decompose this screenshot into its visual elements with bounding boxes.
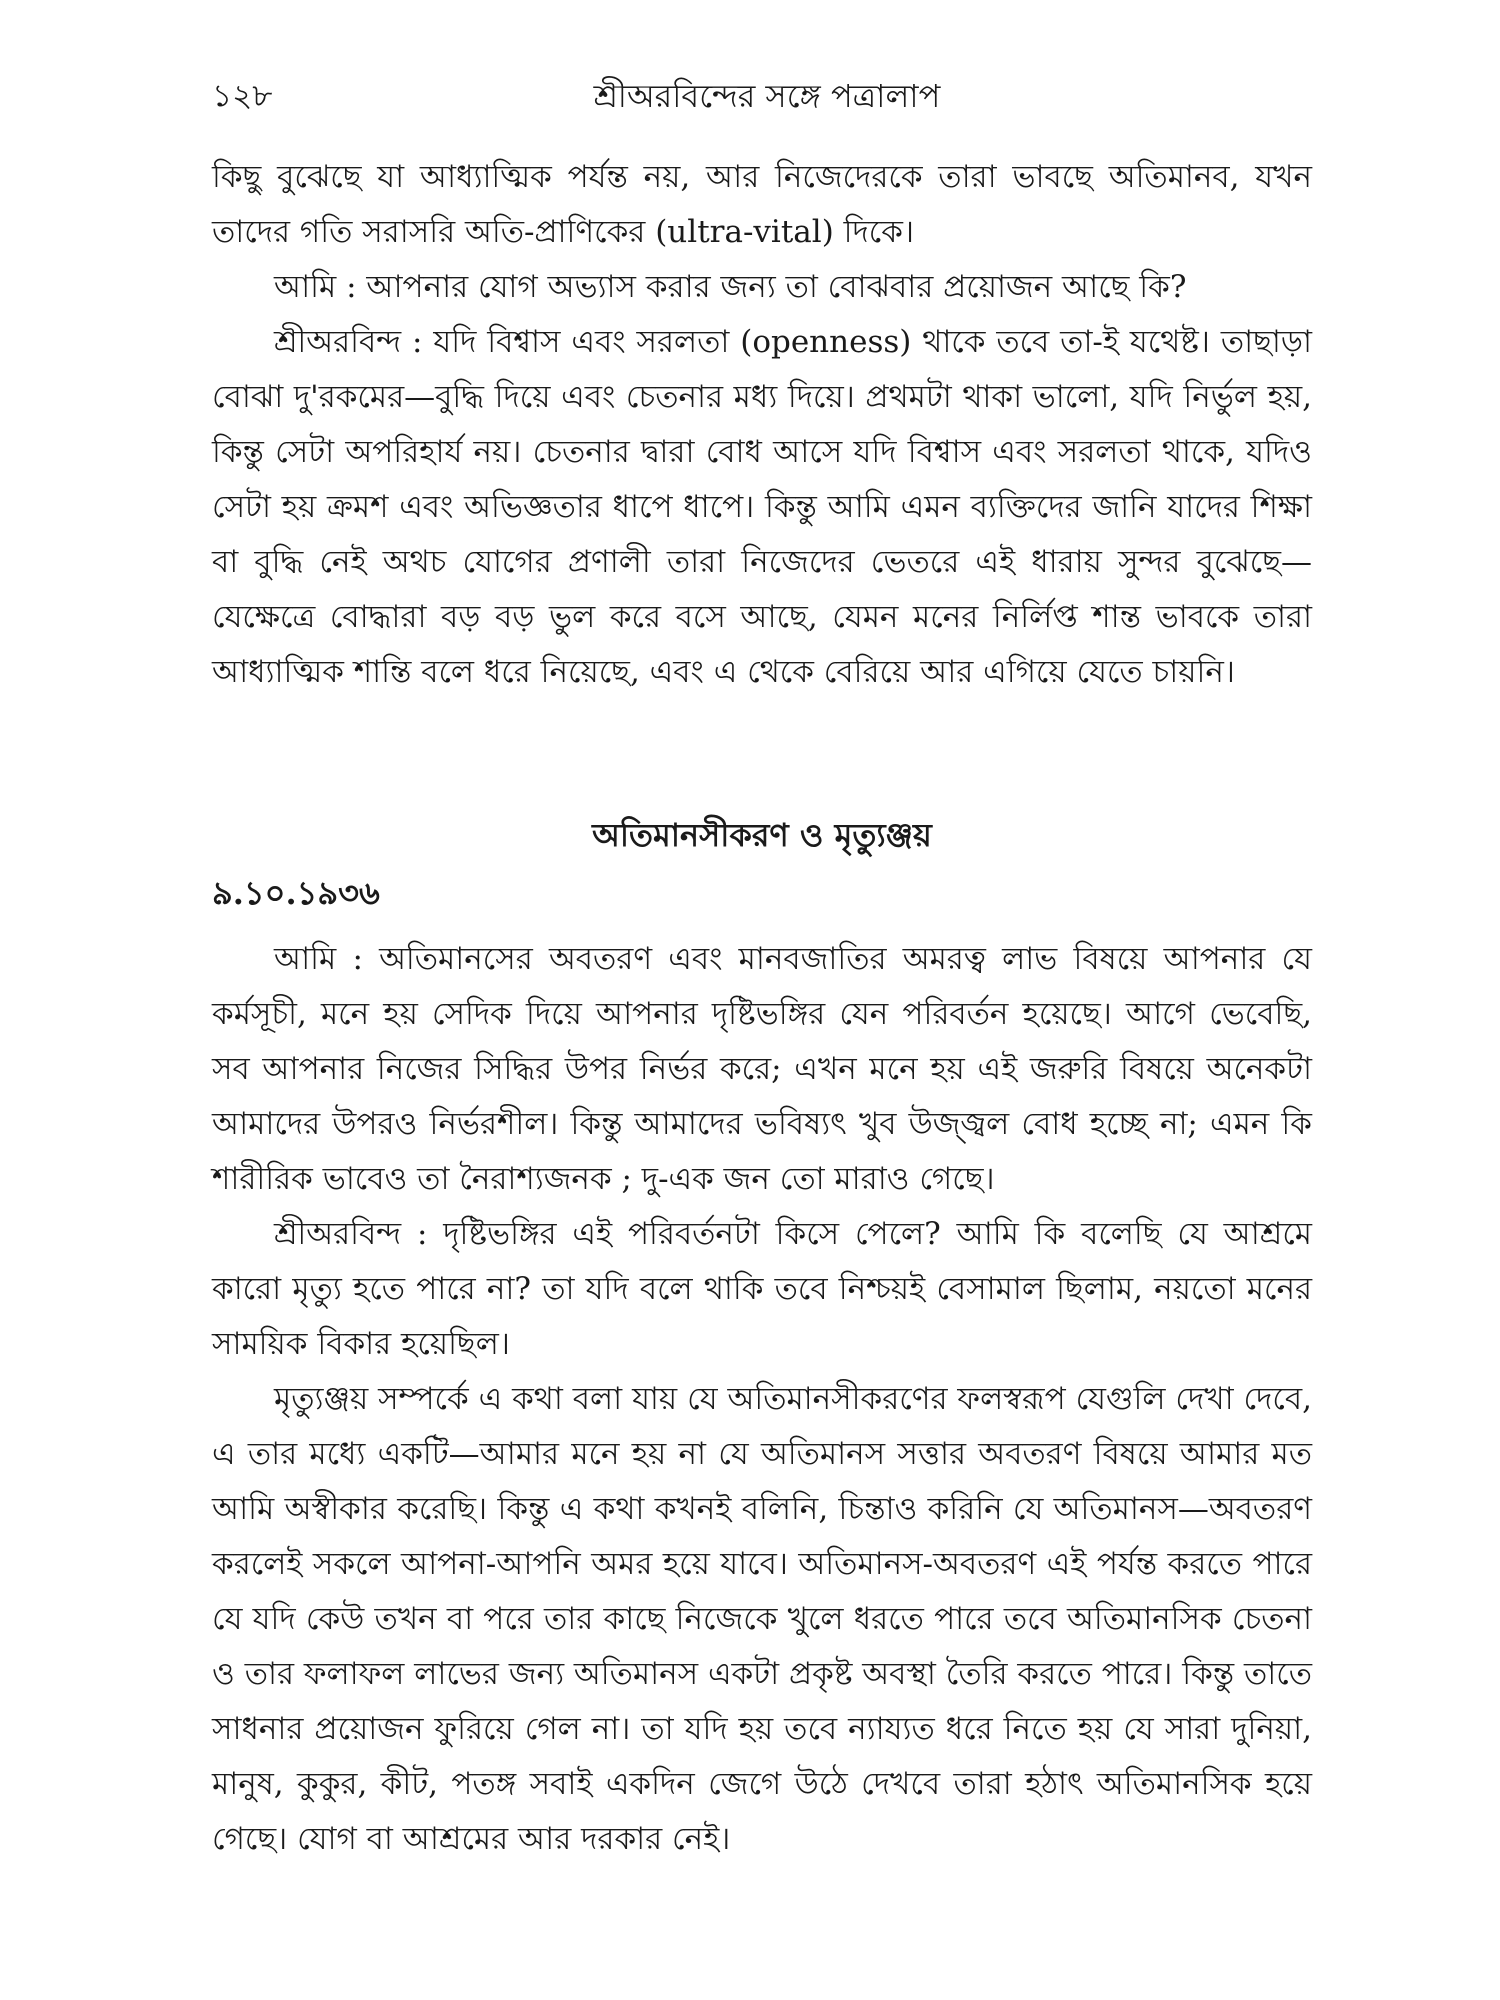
text-block-top <box>212 150 1312 700</box>
section-heading: অতিমানসীকরণ ও মৃত্যুঞ্জয় <box>592 816 932 854</box>
text-block-bottom <box>212 932 1312 1867</box>
paragraph: আমি : আপনার যোগ অভ্যাস করার জন্য তা বোঝবার প্রয়োজন আছে কি? <box>274 269 1187 305</box>
section-date: ৯.১০.১৯৩৬ <box>212 874 380 912</box>
paragraph: কিছু বুঝেছে যা আধ্যাত্মিক পর্যন্ত নয়, আর নিজেদেরকে তারা ভাবছে অতিমানব, যখন তাদের গতি সরাসরি অতি-প্রাণিকের (ultra-vital) দিকে। <box>212 159 1312 250</box>
paragraph: আমি : অতিমানসের অবতরণ এবং মানবজাতির অমরত্ব লাভ বিষয়ে আপনার যে কর্মসূচী, মনে হয় সেদিক দিয়ে আপনার দৃষ্টিভঙ্গির যেন পরিবর্তন হয়েছে। আগে ভেবেছি, সব আপনার নিজের সিদ্ধির উপর নির্ভর করে; এখন মনে হয় এই জরুরি বিষয়ে অনেকটা আমাদের উপরও নির্ভরশীল। কিন্তু আমাদের ভবিষ্যৎ খুব উজ্জ্বল বোধ হচ্ছে না; এমন কি শারীরিক ভাবেও তা নৈরাশ্যজনক ; দু-এক জন তো মারাও গেছে। <box>212 941 1312 1197</box>
running-title: শ্রীঅরবিন্দের সঙ্গে পত্রালাপ <box>593 77 941 115</box>
paragraph: শ্রীঅরবিন্দ : দৃষ্টিভঙ্গির এই পরিবর্তনটা কিসে পেলে? আমি কি বলেছি যে আশ্রমে কারো মৃত্যু হতে পারে না? তা যদি বলে থাকি তবে নিশ্চয়ই বেসামাল ছিলাম, নয়তো মনের সাময়িক বিকার হয়েছিল। <box>212 1216 1312 1362</box>
page-number: ১২৮ <box>212 78 273 114</box>
paragraph: মৃত্যুঞ্জয় সম্পর্কে এ কথা বলা যায় যে অতিমানসীকরণের ফলস্বরূপ যেগুলি দেখা দেবে, এ তার মধ্যে একটি—আমার মনে হয় না যে অতিমানস সত্তার অবতরণ বিষয়ে আমার মত আমি অস্বীকার করেছি। কিন্তু এ কথা কখনই বলিনি, চিন্তাও করিনি যে অতিমানস—অবতরণ করলেই সকলে আপনা-আপনি অমর হয়ে যাবে। অতিমানস-অবতরণ এই পর্যন্ত করতে পারে যে যদি কেউ তখন বা পরে তার কাছে নিজেকে খুলে ধরতে পারে তবে অতিমানসিক চেতনা ও তার ফলাফল লাভের জন্য অতিমানস একটা প্রকৃষ্ট অবস্থা তৈরি করতে পারে। কিন্তু তাতে সাধনার প্রয়োজন ফুরিয়ে গেল না। তা যদি হয় তবে ন্যায্যত ধরে নিতে হয় যে সারা দুনিয়া, মানুষ, কুকুর, কীট, পতঙ্গ সবাই একদিন জেগে উঠে দেখবে তারা হঠাৎ অতিমানসিক হয়ে গেছে। যোগ বা আশ্রমের আর দরকার নেই। <box>212 1381 1312 1857</box>
paragraph: শ্রীঅরবিন্দ : যদি বিশ্বাস এবং সরলতা (openness) থাকে তবে তা-ই যথেষ্ট। তাছাড়া বোঝা দু'রকমের—বুদ্ধি দিয়ে এবং চেতনার মধ্য দিয়ে। প্রথমটা থাকা ভালো, যদি নির্ভুল হয়, কিন্তু সেটা অপরিহার্য নয়। চেতনার দ্বারা বোধ আসে যদি বিশ্বাস এবং সরলতা থাকে, যদিও সেটা হয় ক্রমশ এবং অভিজ্ঞতার ধাপে ধাপে। কিন্তু আমি এমন ব্যক্তিদের জানি যাদের শিক্ষা বা বুদ্ধি নেই অথচ যোগের প্রণালী তারা নিজেদের ভেতরে এই ধারায় সুন্দর বুঝেছে—যেক্ষেত্রে বোদ্ধারা বড় বড় ভুল করে বসে আছে, যেমন মনের নির্লিপ্ত শান্ত ভাবকে তারা আধ্যাত্মিক শান্তি বলে ধরে নিয়েছে, এবং এ থেকে বেরিয়ে আর এগিয়ে যেতে চায়নি। <box>212 324 1312 690</box>
running-head <box>212 72 1322 120</box>
